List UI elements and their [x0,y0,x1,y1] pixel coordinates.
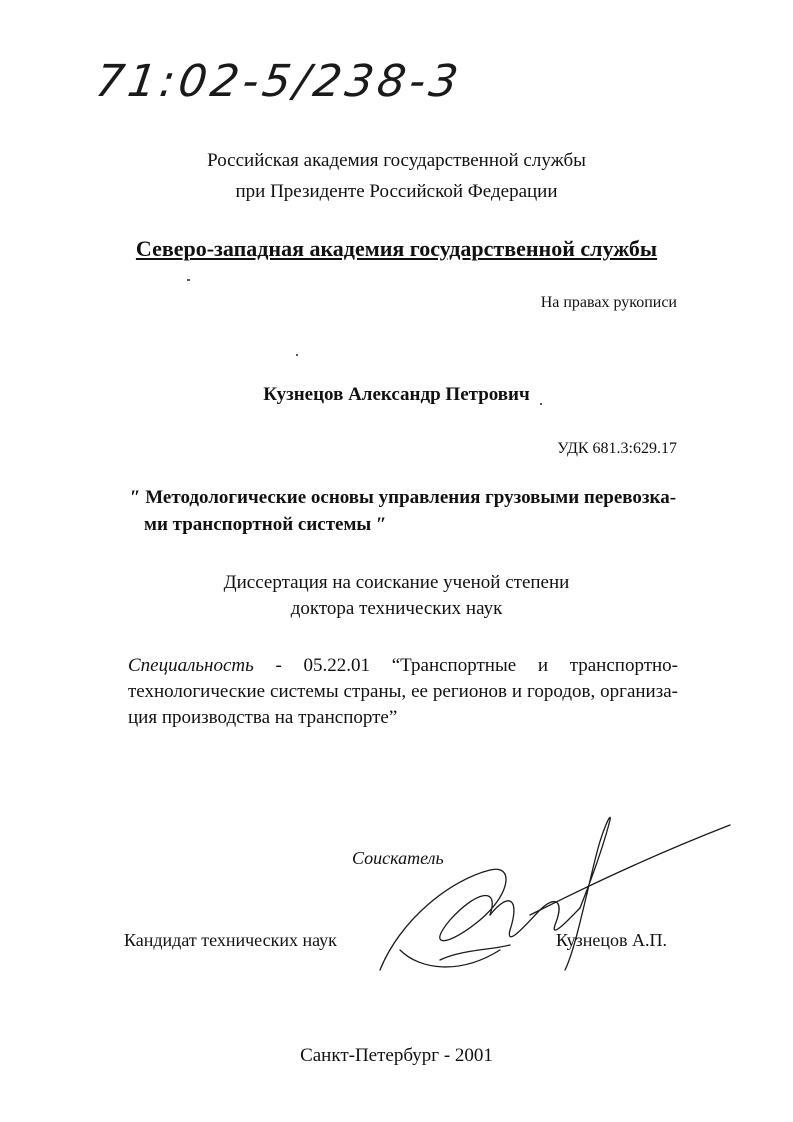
applicant-label: Соискатель [352,848,444,868]
org-line-1: Российская академия государственной службы [207,150,586,171]
scan-speck [540,403,542,405]
specialty-label: Специальность [128,655,254,676]
dissertation-title [130,484,677,538]
author-name: Кузнецов Александр Петрович [263,384,530,405]
title-line-2: ми транспортной системы ″ [144,514,387,535]
signatory-name: Кузнецов А.П. [556,930,668,950]
manuscript-note: На правах рукописи [540,294,677,311]
degree-line-1: Диссертация на соискание ученой степени [223,572,570,593]
degree-title: Кандидат технических наук [124,930,337,950]
specialty-line-1 [128,653,678,679]
handwritten-catalog-code: 71:02-5/238-3 [92,56,465,107]
specialty-line-1-text: - 05.22.01 “Транспортные и транспортно- [275,655,678,676]
degree-line-2: доктора технических наук [290,598,503,619]
academy-title: Северо-западная академия государственной службы [135,236,658,261]
specialty-line-3: ция производства на транспорте” [128,707,398,728]
specialty-block [128,653,678,731]
degree-statement [0,570,793,622]
city-year: Санкт-Петербург - 2001 [300,1045,493,1066]
scan-speck [296,354,298,356]
specialty-line-2: технологические системы страны, ее регионов и городов, организа- [128,681,678,702]
handwritten-signature [340,800,740,980]
org-line-2: при Президенте Российской Федерации [235,181,558,202]
title-line-1: ″ Методологические основы управления грузовыми перевозка- [130,487,677,508]
udk-code: УДК 681.3:629.17 [557,440,677,457]
scan-speck [187,279,190,281]
